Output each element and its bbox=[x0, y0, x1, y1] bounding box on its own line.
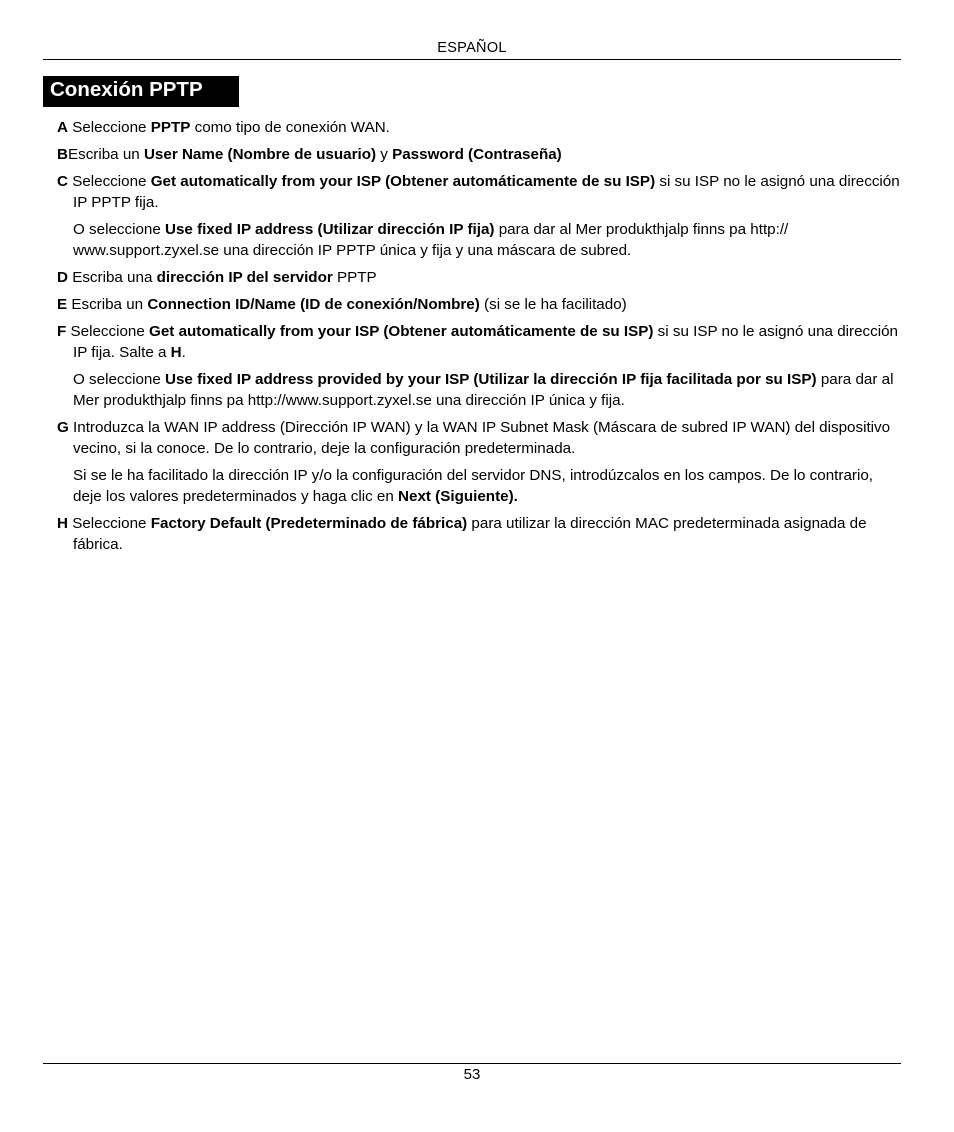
footer-divider bbox=[43, 1063, 901, 1064]
step-g bbox=[57, 417, 901, 459]
step-text: Introduzca la WAN IP address (Dirección IP WAN) y la WAN IP Subnet Mask (Máscara de subred IP WAN) del dispositivo vecino, si la conoce. De lo contrario, deje la configuración predeterminada. bbox=[68, 419, 891, 457]
step-text: Escriba un bbox=[67, 296, 148, 313]
step-bold-text: Get automatically from your ISP (Obtener automáticamente de su ISP) bbox=[149, 323, 654, 340]
step-letter: H bbox=[57, 515, 68, 532]
step-text: para dar al Mer produkthjalp finns pa http:// www.support.zyxel.se una dirección IP PPTP única y fija y una máscara de subred. bbox=[73, 221, 789, 259]
step-f-alternative bbox=[57, 369, 901, 411]
step-text: y bbox=[376, 146, 393, 163]
step-letter: D bbox=[57, 269, 68, 286]
step-bold-text: Use fixed IP address (Utilizar dirección IP fija) bbox=[165, 221, 495, 238]
step-text: Seleccione bbox=[67, 173, 151, 190]
step-text: PPTP bbox=[332, 269, 377, 286]
page-number: 53 bbox=[463, 1066, 481, 1083]
step-letter: C bbox=[57, 173, 68, 190]
step-text: si su ISP no le asignó una dirección IP PPTP fija. bbox=[73, 173, 900, 211]
step-text: Seleccione bbox=[67, 119, 151, 136]
step-text: (si se le ha facilitado) bbox=[479, 296, 627, 313]
header-language-label: ESPAÑOL bbox=[437, 40, 507, 56]
step-bold-text: Password (Contraseña) bbox=[392, 146, 562, 163]
step-e bbox=[57, 294, 901, 315]
step-text: para dar al Mer produkthjalp finns pa http://www.support.zyxel.se una dirección IP única y fija. bbox=[73, 371, 894, 409]
step-c bbox=[57, 171, 901, 213]
step-text: Escriba un bbox=[67, 146, 144, 163]
step-bold-text: Next (Siguiente). bbox=[398, 488, 518, 505]
instructions-list bbox=[57, 117, 901, 561]
step-text: Seleccione bbox=[67, 515, 151, 532]
step-h bbox=[57, 513, 901, 555]
section-title: Conexión PPTP bbox=[43, 76, 239, 107]
step-text: Seleccione bbox=[66, 323, 150, 340]
step-text: . bbox=[181, 344, 186, 361]
step-c-alternative bbox=[57, 219, 901, 261]
step-text: si su ISP no le asignó una dirección IP fija. Salte a bbox=[73, 323, 898, 361]
step-bold-text: PPTP bbox=[150, 119, 191, 136]
step-bold-text: Factory Default (Predeterminado de fábrica) bbox=[150, 515, 468, 532]
step-a bbox=[57, 117, 901, 138]
step-d bbox=[57, 267, 901, 288]
step-bold-text: Connection ID/Name (ID de conexión/Nombre) bbox=[147, 296, 480, 313]
step-text: para utilizar la dirección MAC predeterminada asignada de fábrica. bbox=[73, 515, 867, 553]
header-divider bbox=[43, 59, 901, 60]
step-letter: E bbox=[57, 296, 68, 313]
step-letter: B bbox=[57, 146, 68, 163]
step-bold-text: Get automatically from your ISP (Obtener automáticamente de su ISP) bbox=[150, 173, 656, 190]
step-bold-text: H bbox=[170, 344, 182, 361]
step-letter: G bbox=[57, 419, 69, 436]
step-text: O seleccione bbox=[73, 221, 166, 238]
step-bold-text: Use fixed IP address provided by your ISP (Utilizar la dirección IP fija facilitada por su ISP) bbox=[165, 371, 817, 388]
step-f bbox=[57, 321, 901, 363]
step-g-alternative bbox=[57, 465, 901, 507]
step-bold-text: User Name (Nombre de usuario) bbox=[143, 146, 377, 163]
step-letter: A bbox=[57, 119, 68, 136]
step-b bbox=[57, 144, 901, 165]
step-text: Si se le ha facilitado la dirección IP y/o la configuración del servidor DNS, introdúzcalos en los campos. De lo contrario, deje los valores predeterminados y haga clic en bbox=[73, 467, 873, 505]
step-text: O seleccione bbox=[73, 371, 166, 388]
step-letter: F bbox=[57, 323, 67, 340]
step-text: Escriba una bbox=[67, 269, 157, 286]
step-text: como tipo de conexión WAN. bbox=[190, 119, 390, 136]
step-bold-text: dirección IP del servidor bbox=[156, 269, 333, 286]
